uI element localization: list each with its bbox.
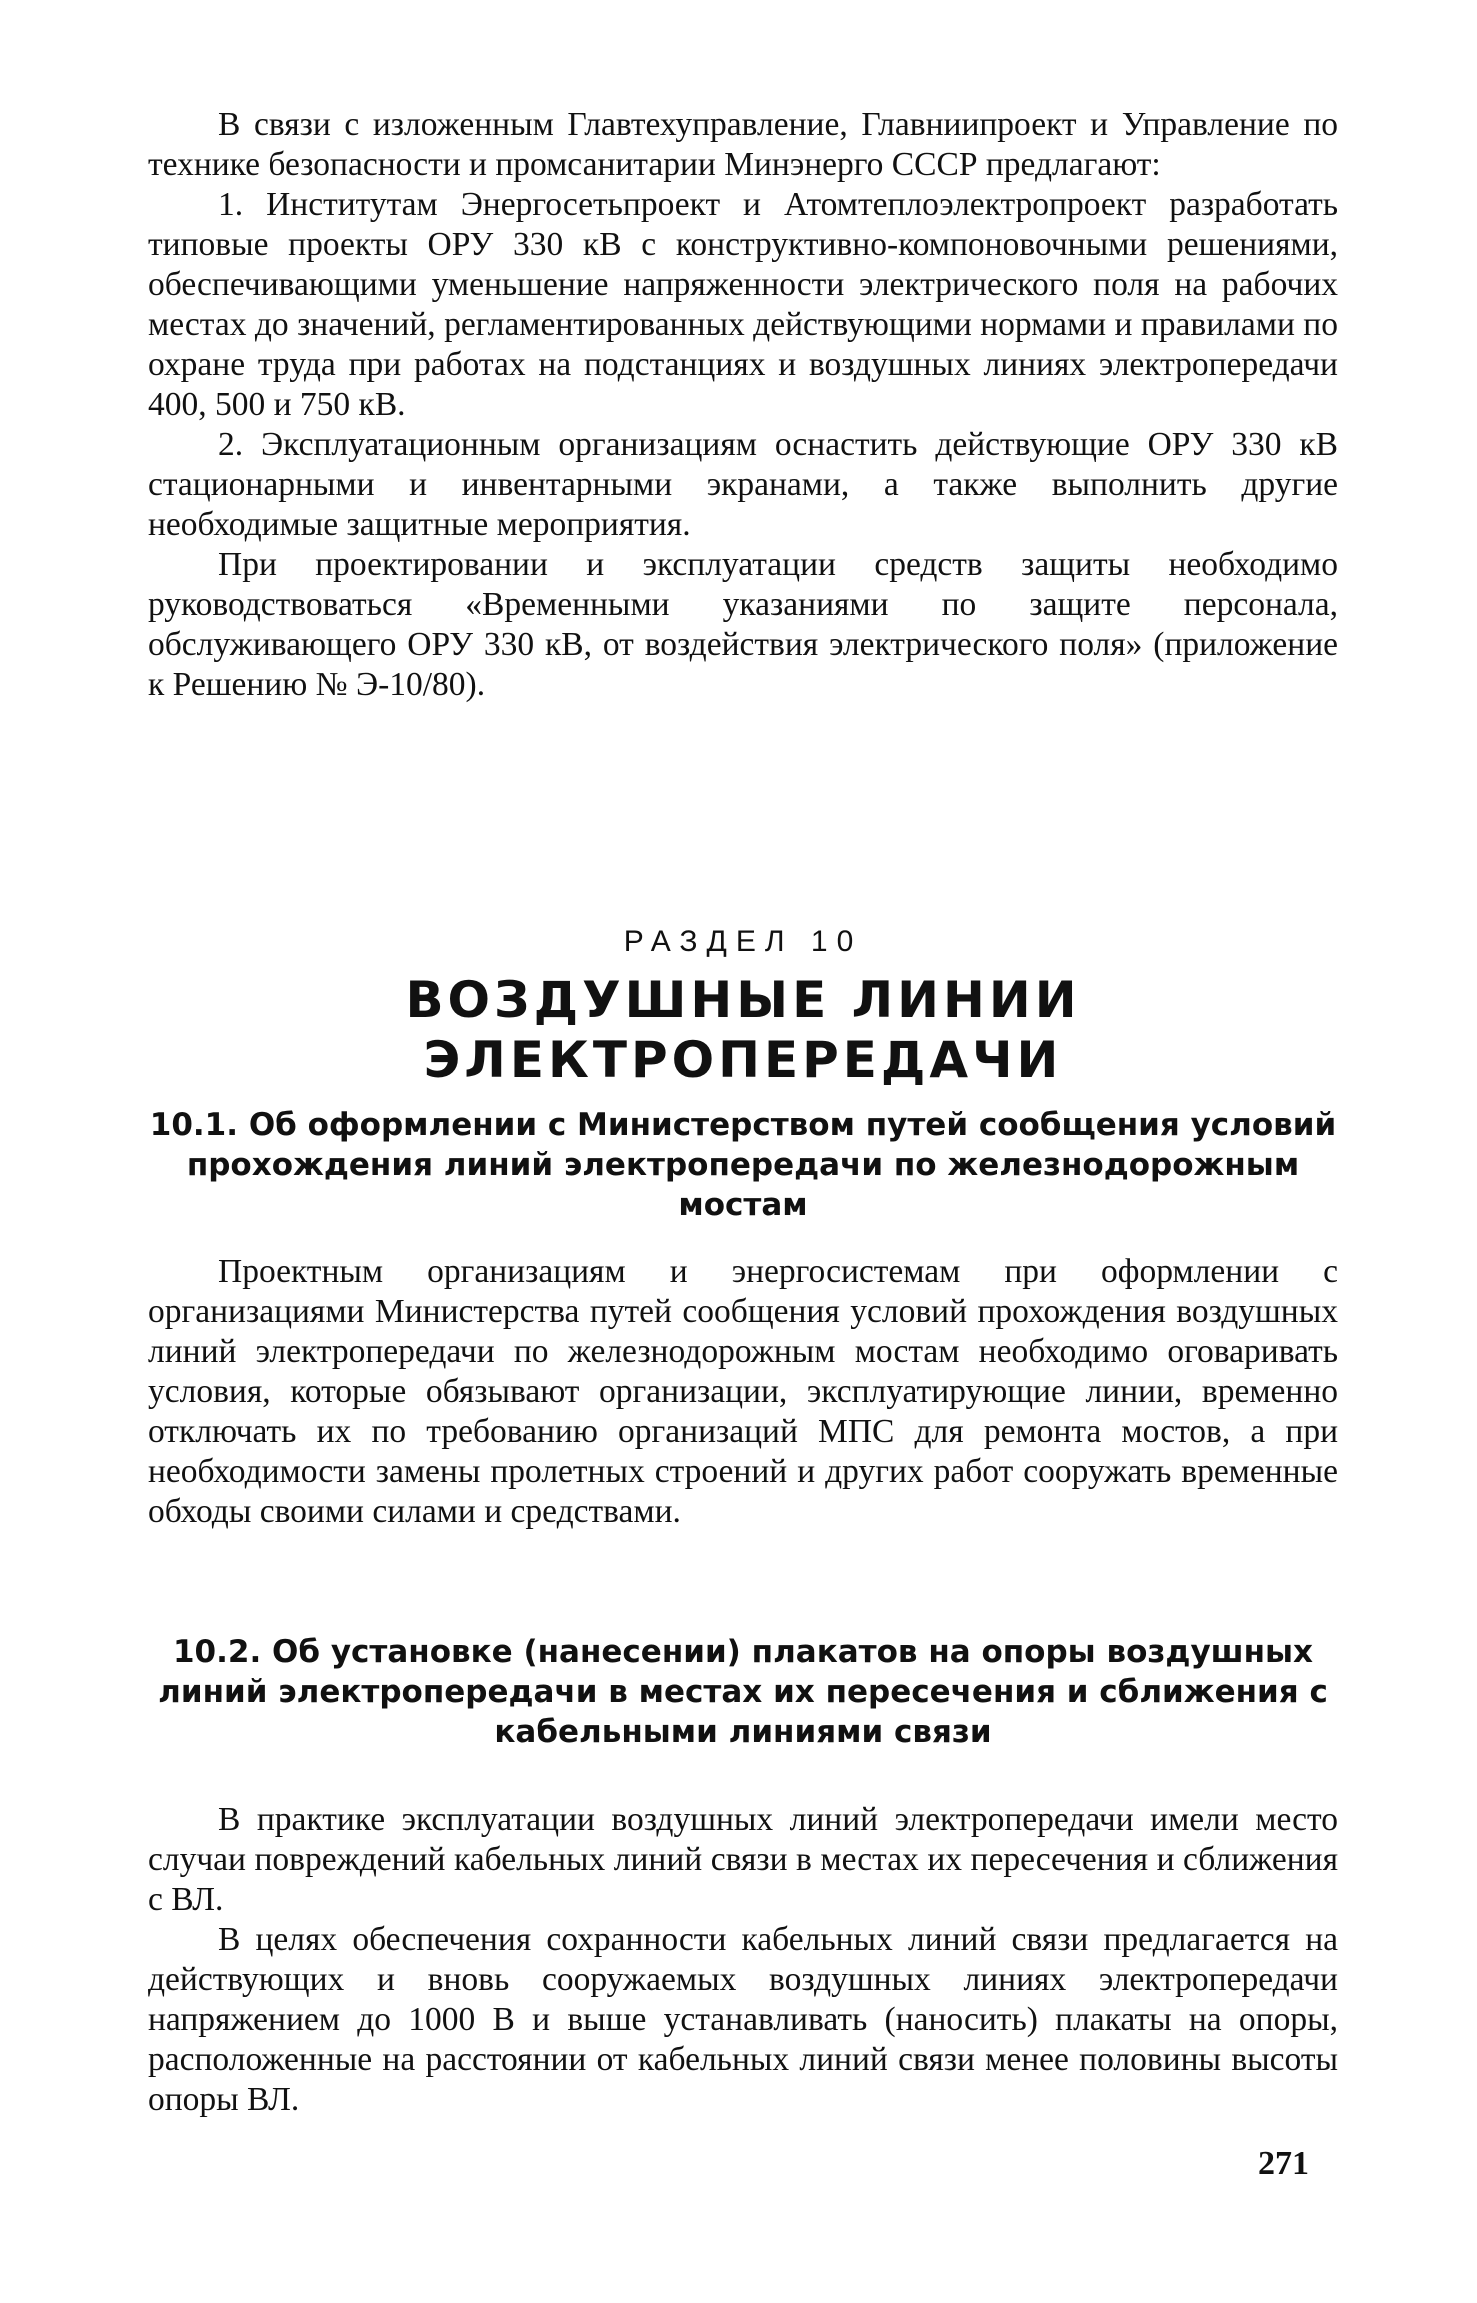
- paragraph-guidance: При проектировании и эксплуатации средств защиты необходимо руководствоваться «Временными указаниями по защите персонала, обслуживающего ОРУ 330 кВ, от воздействия электрического поля» (приложение к Решению № Э-10/80).: [148, 546, 1338, 703]
- subsection-1-body: [148, 1252, 1338, 1532]
- subsection-1-title: 10.1. Об оформлении с Министерством путей сообщения условий прохождения линий электропередачи по железнодорожным мостам: [149, 1107, 1337, 1223]
- paragraph-item-1: 1. Институтам Энергосетьпроект и Атомтеплоэлектропроект разработать типовые проекты ОРУ 330 кВ с конструктивно-компоновочными решениями, обеспечивающими уменьшение напряженности электрического поля на рабочих местах до значений, регламентированных действующими нормами и правилами по охране труда при работах на подстанциях и воздушных линиях электропередачи 400, 500 и 750 кВ.: [148, 186, 1338, 423]
- subsection-2-title: 10.2. Об установке (нанесении) плакатов на опоры воздушных линий электропередачи в местах их пересечения и сближения с кабельными линиями связи: [158, 1634, 1328, 1750]
- page-number: 271: [1258, 2145, 1309, 2182]
- subsection-2-paragraph-1: В практике эксплуатации воздушных линий электропередачи имели место случаи повреждений кабельных линий связи в местах их пересечения и сближения с ВЛ.: [148, 1801, 1338, 1918]
- paragraph-item-2: 2. Эксплуатационным организациям оснастить действующие ОРУ 330 кВ стационарными и инвентарными экранами, а также выполнить другие необходимые защитные мероприятия.: [148, 426, 1338, 543]
- subsection-1-paragraph: Проектным организациям и энергосистемам при оформлении с организациями Министерства путей сообщения условий прохождения воздушных линий электропередачи по железнодорожным мостам необходимо оговаривать условия, которые обязывают организации, эксплуатирующие линии, временно отключать их по требованию организаций МПС для ремонта мостов, а при необходимости замены пролетных строений и других работ сооружать временные обходы своими силами и средствами.: [148, 1253, 1338, 1530]
- paragraph-intro: В связи с изложенным Главтехуправление, Главниипроект и Управление по технике безопасности и промсанитарии Минэнерго СССР предлагают:: [148, 106, 1338, 183]
- section-label: РАЗДЕЛ 10: [623, 925, 863, 958]
- chapter-title: ВОЗДУШНЫЕ ЛИНИИ ЭЛЕКТРОПЕРЕДАЧИ: [405, 971, 1081, 1089]
- intro-text-block: [148, 105, 1338, 705]
- subsection-2-paragraph-2: В целях обеспечения сохранности кабельных линий связи предлагается на действующих и вновь сооружаемых воздушных линиях электропередачи напряжением до 1000 В и выше устанавливать (наносить) плакаты на опоры, расположенные на расстоянии от кабельных линий связи менее половины высоты опоры ВЛ.: [148, 1921, 1338, 2118]
- subsection-2-body: [148, 1800, 1338, 2120]
